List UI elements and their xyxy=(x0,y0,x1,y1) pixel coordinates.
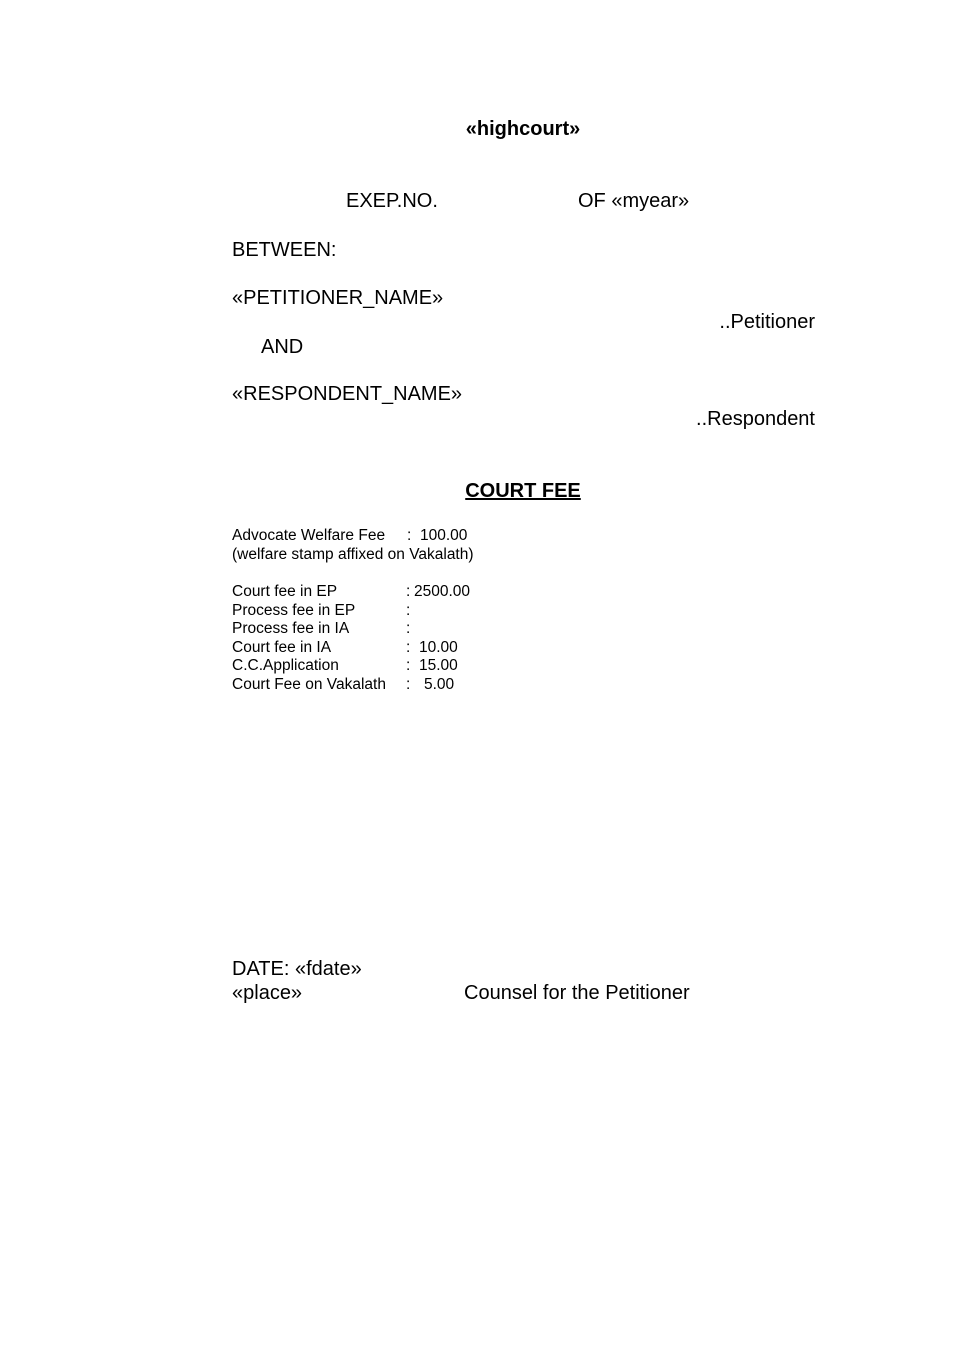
respondent-role: ..Respondent xyxy=(696,408,815,430)
fee-separator: : xyxy=(406,583,411,600)
between-label: BETWEEN: xyxy=(232,239,337,261)
fee-value: 15.00 xyxy=(419,657,458,675)
fee-table xyxy=(232,583,504,695)
case-number-label: EXEP.NO. xyxy=(346,190,438,212)
fee-label: Court fee in IA xyxy=(232,638,332,656)
court-name: «highcourt» xyxy=(465,118,581,140)
and-label: AND xyxy=(261,336,304,358)
fee-value: 5.00 xyxy=(424,675,455,693)
petitioner-role: ..Petitioner xyxy=(719,311,815,333)
fee-row xyxy=(232,676,504,695)
case-year: OF «myear» xyxy=(578,190,690,212)
fee-separator: : xyxy=(406,638,411,656)
fee-row xyxy=(232,657,504,676)
counsel-signature-label: Counsel for the Petitioner xyxy=(464,982,690,1004)
fee-value xyxy=(419,602,499,621)
fee-value: 10.00 xyxy=(419,638,458,656)
fee-value: 2500.00 xyxy=(414,583,471,600)
fee-row xyxy=(232,602,504,621)
fee-value xyxy=(419,620,499,639)
fee-separator: : xyxy=(406,657,411,675)
document-date: DATE: «fdate» xyxy=(232,958,362,980)
fee-label: Advocate Welfare Fee xyxy=(232,527,386,544)
fee-label: Court Fee on Vakalath xyxy=(232,675,386,693)
fee-separator: : xyxy=(406,675,411,693)
fee-row xyxy=(232,583,504,602)
fee-separator: : xyxy=(406,601,411,619)
respondent-name: «RESPONDENT_NAME» xyxy=(232,383,463,405)
fee-separator: : xyxy=(406,620,411,638)
fee-label: Court fee in EP xyxy=(232,583,338,600)
fee-label: Process fee in EP xyxy=(232,601,356,619)
fee-label: C.C.Application xyxy=(232,657,339,675)
fee-row xyxy=(232,639,504,658)
fee-label: Process fee in IA xyxy=(232,620,350,638)
welfare-note-text: (welfare stamp affixed on Vakalath) xyxy=(232,545,474,563)
welfare-fee-row xyxy=(232,527,474,546)
petitioner-name: «PETITIONER_NAME» xyxy=(232,287,444,309)
document-place: «place» xyxy=(232,982,303,1004)
fee-value: 100.00 xyxy=(420,527,468,544)
welfare-note xyxy=(232,546,474,565)
welfare-fee-block xyxy=(232,527,474,564)
fee-row xyxy=(232,620,504,639)
fee-separator: : xyxy=(407,527,412,544)
court-fee-title: COURT FEE xyxy=(465,480,581,502)
